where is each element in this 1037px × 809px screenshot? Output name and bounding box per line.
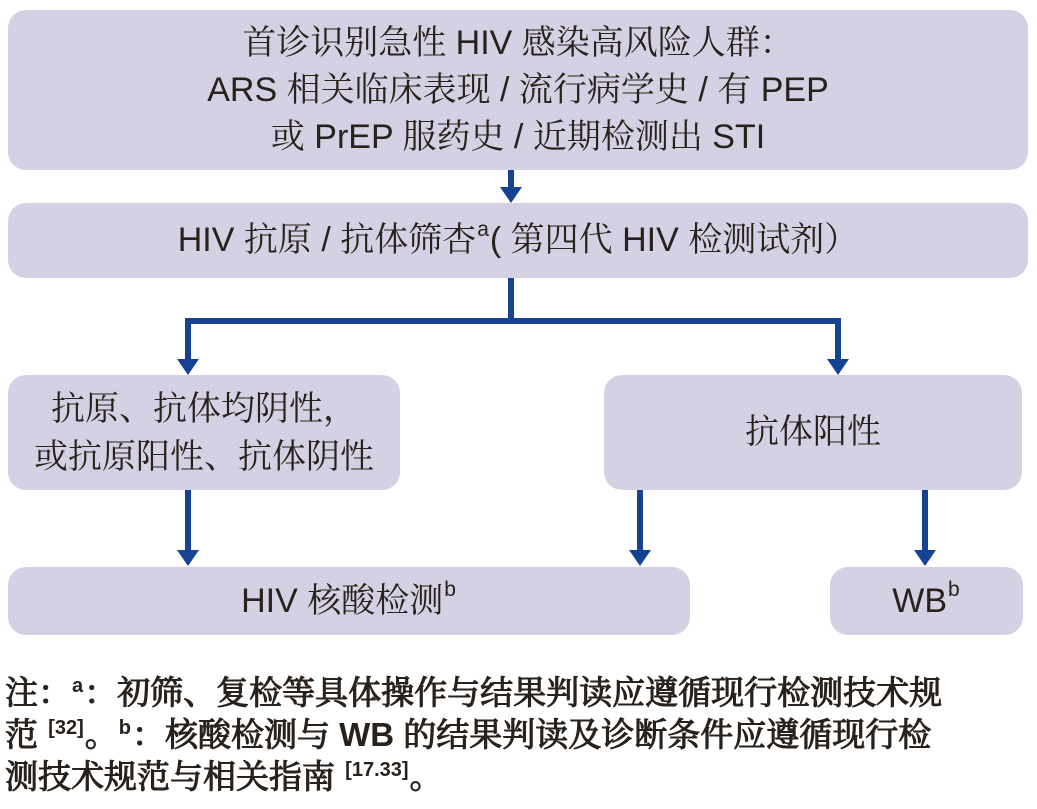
footnote-line-3-text: 测技术规范与相关指南 (5, 758, 345, 795)
footnote-line-2-mid: 。 (84, 716, 118, 753)
footnote (5, 672, 1035, 798)
footnote-line-3-end: 。 (409, 758, 443, 795)
box-antigen-antibody-negative (8, 375, 400, 490)
wb-text: WB (892, 581, 948, 620)
footnote-superscript-b: b (118, 717, 131, 739)
arrow-positive-to-wb-line (922, 490, 928, 552)
footnote-superscript-a: a (72, 675, 84, 697)
high-risk-line-2: ARS 相关临床表现 / 流行病学史 / 有 PEP (207, 70, 829, 109)
screening-text-after: ( 第四代 HIV 检测试剂） (489, 221, 859, 259)
arrow-to-negative-line (185, 318, 191, 361)
arrow-to-positive-head (827, 359, 849, 375)
box-high-risk-identification (8, 10, 1028, 170)
footnote-note-label: 注： (5, 674, 71, 711)
connector-stem (508, 278, 514, 323)
box-antibody-positive (604, 375, 1022, 490)
footnote-line-3 (5, 756, 1035, 798)
naat-text: HIV 核酸检测 (241, 581, 444, 620)
footnote-line-2 (5, 714, 1035, 756)
box-screening-test: HIV 抗原 / 抗体筛杏 a ( 第四代 HIV 检测试剂） (8, 203, 1028, 278)
negative-line-1: 抗原、抗体均阴性， (51, 389, 357, 428)
footnote-line-2-pre: 范 (5, 716, 48, 753)
connector-branch-bar (185, 318, 841, 324)
arrow-to-positive-line (835, 318, 841, 361)
arrow-negative-to-naat-head (177, 550, 199, 566)
arrow-positive-to-naat-line (637, 490, 643, 552)
high-risk-line-1: 首诊识别急性 HIV 感染高风险人群： (242, 23, 794, 62)
footnote-line-1-text: ：初筛、复检等具体操作与结果判读应遵循现行检测技术规 (84, 674, 943, 711)
footnote-reference-32: [32] (48, 717, 84, 739)
footnote-line-1 (5, 672, 1035, 714)
negative-line-2: 或抗原阳性、抗体阴性 (34, 437, 374, 476)
footnote-reference-17-33: [17.33] (345, 759, 409, 781)
positive-text: 抗体阳性 (745, 413, 881, 451)
arrow-positive-to-naat-head (629, 550, 651, 566)
arrow-top-to-screening-head (500, 187, 522, 203)
arrow-positive-to-wb-head (914, 550, 936, 566)
screening-text: HIV 抗原 / 抗体筛杏 (177, 221, 477, 259)
box-hiv-naat: HIV 核酸检测 b (8, 567, 690, 635)
arrow-to-negative-head (177, 359, 199, 375)
high-risk-line-3: 或 PrEP 服药史 / 近期检测出 STI (270, 117, 766, 156)
footnote-line-2-text: ：核酸检测与 WB 的结果判读及诊断条件应遵循现行检 (131, 716, 932, 753)
arrow-negative-to-naat-line (185, 490, 191, 552)
box-wb: WB b (830, 567, 1023, 635)
